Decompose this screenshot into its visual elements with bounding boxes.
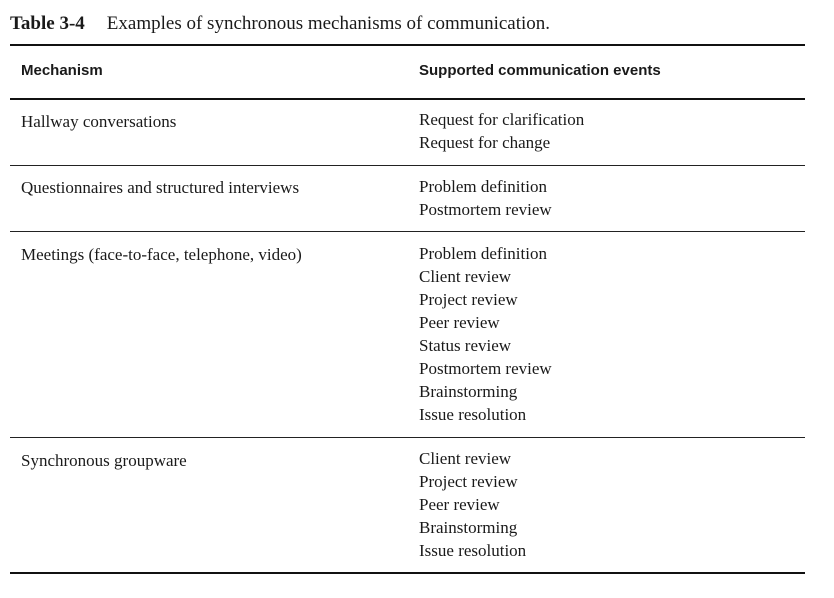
- row-divider: [10, 437, 805, 438]
- event-item: Brainstorming: [419, 518, 518, 537]
- event-item: Peer review: [419, 313, 500, 332]
- row-2-mechanism: Questionnaires and structured interviews: [21, 178, 300, 197]
- event-item: Problem definition: [419, 244, 547, 263]
- event-item: Brainstorming: [419, 382, 518, 401]
- event-item: Peer review: [419, 495, 500, 514]
- event-item: Postmortem review: [419, 200, 552, 219]
- event-item: Problem definition: [419, 177, 547, 196]
- row-3-events: [419, 242, 552, 426]
- table-number: Table 3-4: [10, 13, 85, 34]
- event-item: Status review: [419, 336, 512, 355]
- event-item: Request for change: [419, 133, 551, 152]
- row-divider: [10, 231, 805, 232]
- event-item: Issue resolution: [419, 541, 527, 560]
- header-mechanism: Mechanism: [21, 62, 103, 79]
- header-rule: [10, 98, 805, 100]
- event-item: Client review: [419, 267, 512, 286]
- row-4-events: [419, 447, 526, 562]
- row-1-events: [419, 108, 584, 154]
- row-divider: [10, 165, 805, 166]
- header-events: Supported communication events: [419, 62, 661, 79]
- event-item: Postmortem review: [419, 359, 552, 378]
- event-item: Client review: [419, 449, 512, 468]
- row-4-mechanism: Synchronous groupware: [21, 451, 187, 470]
- event-item: Issue resolution: [419, 405, 527, 424]
- table-caption: [10, 13, 550, 35]
- table-title: Examples of synchronous mechanisms of communication.: [106, 13, 551, 34]
- event-item: Project review: [419, 472, 518, 491]
- row-3-mechanism: Meetings (face-to-face, telephone, video): [21, 245, 302, 264]
- bottom-rule: [10, 572, 805, 574]
- row-2-events: [419, 175, 552, 221]
- event-item: Project review: [419, 290, 518, 309]
- row-1-mechanism: Hallway conversations: [21, 112, 177, 131]
- top-rule: [10, 44, 805, 46]
- event-item: Request for clarification: [419, 110, 585, 129]
